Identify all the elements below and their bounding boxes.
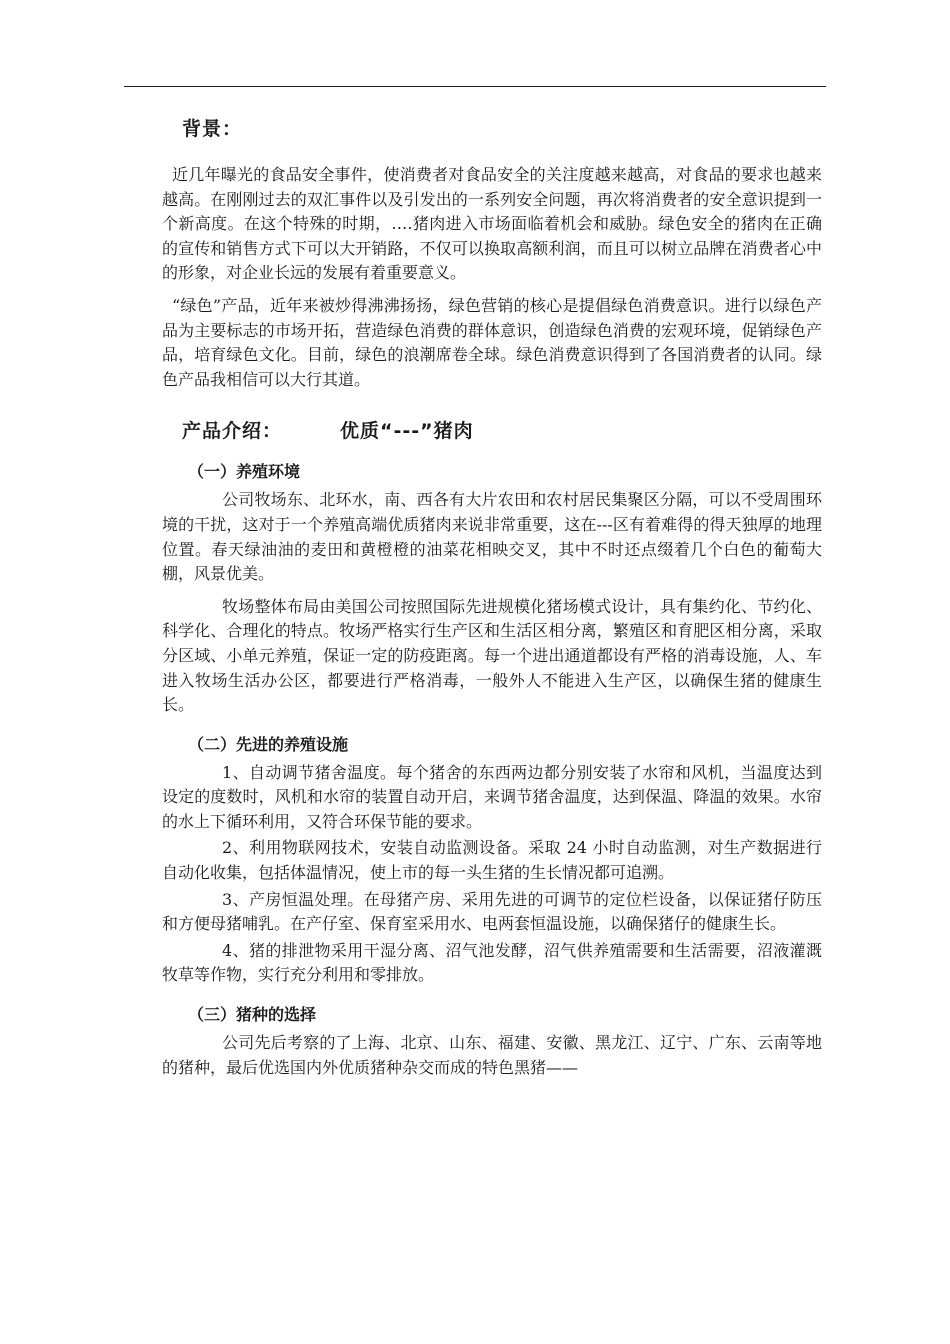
- header-rule: [124, 86, 826, 87]
- product-heading: 产品介绍：: [182, 420, 283, 443]
- document-page: [162, 108, 822, 1088]
- section-3-title: （三）猪种的选择: [188, 1005, 317, 1025]
- section-2-item-3: 3、产房恒温处理。在母猪产房、采用先进的可调节的定位栏设备，以保证猪仔防压和方便母猪哺乳。在产仔室、保育室采用水、电两套恒温设施，以确保猪仔的健康生长。: [162, 889, 822, 934]
- product-heading-row: [182, 416, 822, 443]
- section-2-item-1: 1、自动调节猪舍温度。每个猪舍的东西两边都分别安装了水帘和风机，当温度达到设定的度数时，风机和水帘的装置自动开启，来调节猪舍温度，达到保温、降温的效果。水帘的水上下循环利用，又符合环保节能的要求。: [162, 762, 822, 831]
- section-1-paragraph-2: 牧场整体布局由美国公司按照国际先进规模化猪场模式设计，具有集约化、节约化、科学化、合理化的特点。牧场严格实行生产区和生活区相分离，繁殖区和育肥区相分离，采取分区域、小单元养殖，保证一定的防疫距离。每一个进出通道都设有严格的消毒设施，人、车进入牧场生活办公区，都要进行严格消毒，一般外人不能进入生产区，以确保生猪的健康生长。: [162, 596, 822, 715]
- section-2-item-2: 2、利用物联网技术，安装自动监测设备。采取 24 小时自动监测，对生产数据进行自动化收集，包括体温情况，使上市的每一头生猪的生长情况都可追溯。: [162, 838, 822, 883]
- background-paragraph-2: “绿色”产品，近年来被炒得沸沸扬扬，绿色营销的核心是提倡绿色消费意识。进行以绿色产品为主要标志的市场开拓，营造绿色消费的群体意识，创造绿色消费的宏观环境，促销绿色产品，培育绿色文化。目前，绿色的浪潮席卷全球。绿色消费意识得到了各国消费者的认同。绿色产品我相信可以大行其道。: [162, 295, 822, 389]
- section-3-paragraph-1: 公司先后考察的了上海、北京、山东、福建、安徽、黑龙江、辽宁、广东、云南等地的猪种，最后优选国内外优质猪种杂交而成的特色黑猪——: [162, 1033, 822, 1077]
- background-paragraph-1: 近几年曝光的食品安全事件，使消费者对食品安全的关注度越来越高，对食品的要求也越来越高。在刚刚过去的双汇事件以及引发出的一系列安全问题，再次将消费者的安全意识提到一个新高度。在这个特殊的时期，….猪肉进入市场面临着机会和威胁。绿色安全的猪肉在正确的宣传和销售方式下可以大开销路，不仅可以换取高额利润，而且可以树立品牌在消费者心中的形象，对企业长远的发展有着重要意义。: [162, 165, 822, 283]
- section-2-item-4: 4、猪的排泄物采用干湿分离、沼气池发酵，沼气供养殖需要和生活需要，沼液灌溉牧草等作物，实行充分利用和零排放。: [162, 940, 822, 985]
- section-1-title: （一）养殖环境: [188, 462, 301, 482]
- section-2-title: （二）先进的养殖设施: [188, 734, 349, 754]
- background-heading: 背景：: [182, 118, 243, 140]
- product-subtitle: 优质“---”猪肉: [340, 420, 474, 443]
- section-1-paragraph-1: 公司牧场东、北环水，南、西各有大片农田和农村居民集聚区分隔，可以不受周围环境的干扰，这对于一个养殖高端优质猪肉来说非常重要，这在---区有着难得的得天独厚的地理位置。春天绿油油的麦田和黄橙橙的油菜花相映交叉，其中不时还点缀着几个白色的葡萄大棚，风景优美。: [162, 490, 822, 584]
